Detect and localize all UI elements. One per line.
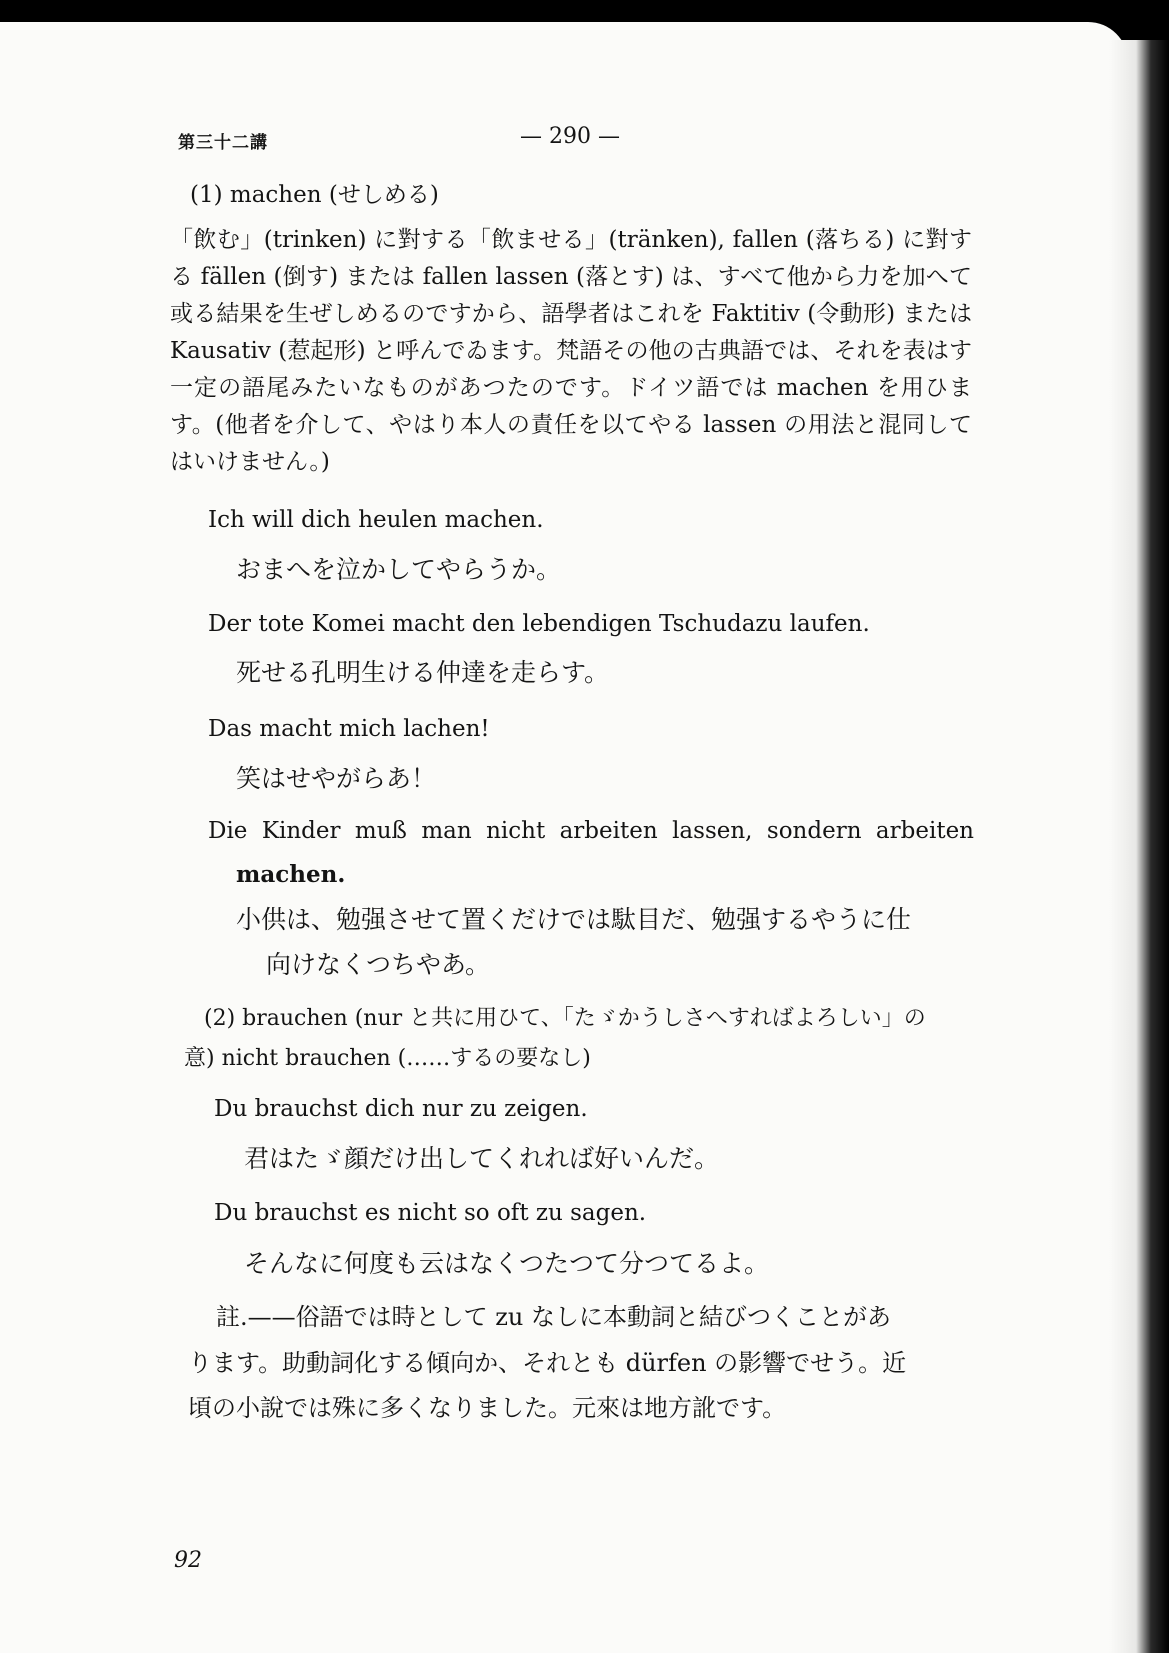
note-line3: 頃の小說では殊に多くなりました。元來は地方訛です。 [188,1394,787,1422]
example1-japanese: おまへを泣かしてやらうか。 [236,555,562,584]
example4-german-line1: Die Kinder muß man nicht arbeiten lassen, sondern arbeiten [208,818,974,844]
example4-japanese-line1: 小供は、勉强させて置くだけでは駄目だ、勉强するやうに仕 [236,905,912,934]
section2-example2-japanese: そんなに何度も云はなくつたつて分つてるよ。 [244,1249,770,1278]
example1-german: Ich will dich heulen machen. [208,507,544,533]
section1-heading: (1) machen (せしめる) [190,182,439,208]
example3-japanese: 笑はせやがらあ！ [236,764,437,793]
example3-german: Das macht mich lachen! [208,716,490,742]
section2-heading-line1: (2) brauchen (nur と共に用ひて、「たゞかうしさへすればよろしい」の [204,1006,926,1031]
page-number-top: — 290 — [520,124,620,149]
running-head: 第三十二講 [178,133,268,153]
example2-japanese: 死せる孔明生ける仲達を走らす。 [236,658,610,687]
example4-german-line2: machen. [236,861,346,888]
section1-paragraph: 「飲む」(trinken) に對する「飲ませる」(tränken), fallen (落ちる) に對する fällen (倒す) または fallen lassen (落とす) は、すべて他から力を加へて或る結果を生ぜしめるのですから、語學者はこれを Faktitiv (令動形) または Kausativ (惹起形) と呼んでゐます。梵語その他の古典語では、それを表はす一定の語尾みたいなものがあつたのです。ドイツ語では machen を用ひます。(他者を介して、やはり本人の責任を以てやる lassen の用法と混同してはいけません。) [170,227,972,475]
example2-german: Der tote Komei macht den lebendigen Tschudazu laufen. [208,611,870,637]
note-line1: 註.——俗語では時として zu なしに本動詞と結びつくことがあ [216,1303,891,1331]
note-line2: ります。助動詞化する傾向か、それとも dürfen の影響でせう。近 [188,1349,907,1377]
example4-japanese-line2: 向けなくつちやあ。 [266,950,491,979]
section2-example2-german: Du brauchst es nicht so oft zu sagen. [214,1200,647,1226]
page-number-bottom: 92 [174,1548,202,1573]
section2-heading-line2: 意) nicht brauchen (……するの要なし) [184,1046,591,1071]
section2-example1-japanese: 君はたゞ顔だけ出してくれれば好いんだ。 [244,1144,720,1173]
section2-example1-german: Du brauchst dich nur zu zeigen. [214,1096,588,1122]
